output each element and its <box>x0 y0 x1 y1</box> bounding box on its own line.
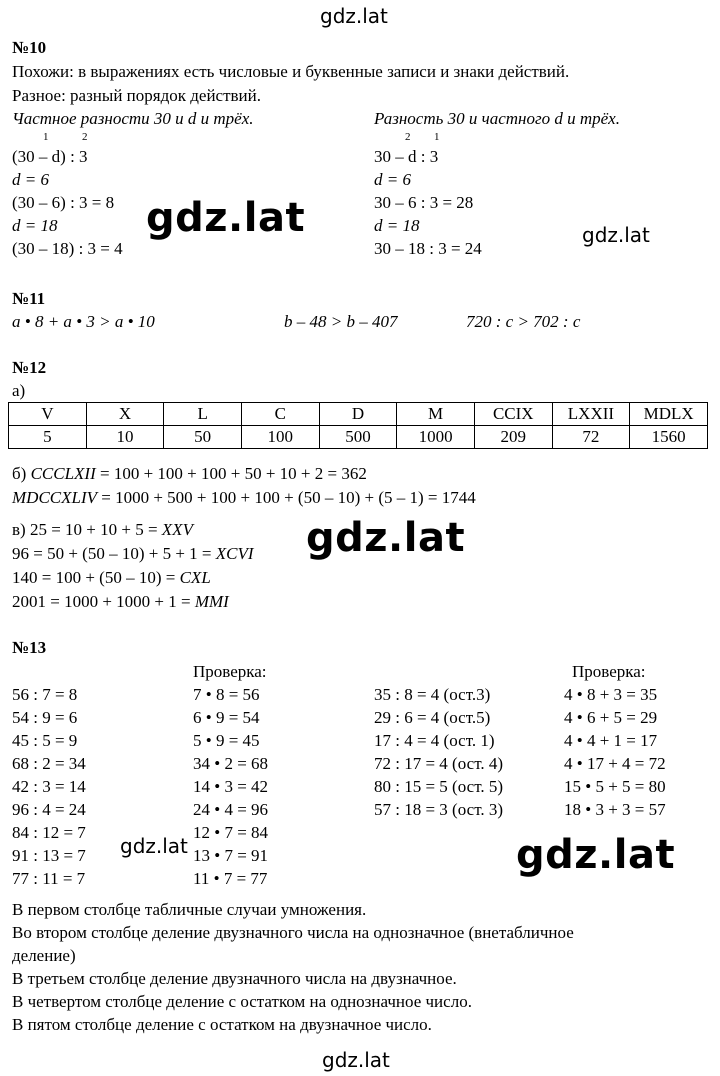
n13-note: В первом столбце табличные случаи умножения. <box>12 900 367 919</box>
n13-col4-row: 15 • 5 + 5 = 80 <box>564 777 666 796</box>
n11-title: №11 <box>12 289 46 308</box>
n13-note: деление) <box>12 946 76 965</box>
table-cell: V <box>9 403 87 426</box>
n13-check-heading-1: Проверка: <box>193 662 267 681</box>
n13-note: Во втором столбце деление двузначного числа на однозначное (внетабличное <box>12 923 574 942</box>
n10-title: №10 <box>12 38 47 57</box>
table-cell: 10 <box>86 426 164 449</box>
n10-line-2: Разное: разный порядок действий. <box>12 86 261 105</box>
n13-col3-row: 17 : 4 = 4 (ост. 1) <box>374 731 495 750</box>
watermark-big-3: gdz.lat <box>516 832 676 878</box>
table-cell: C <box>241 403 319 426</box>
n13-col3-row: 72 : 17 = 4 (ост. 4) <box>374 754 504 773</box>
watermark-small-1: gdz.lat <box>582 223 650 247</box>
n10-left-expr-3: (30 – 6) : 3 = 8 <box>12 193 115 212</box>
n10-left-expr-5: (30 – 18) : 3 = 4 <box>12 239 123 258</box>
n13-col4-row: 4 • 8 + 3 = 35 <box>564 685 658 704</box>
n10-left-expr-1: (30 – d) : 3 <box>12 147 88 166</box>
n12-part-v-line-2 <box>12 544 254 564</box>
n13-col2-row: 6 • 9 = 54 <box>193 708 260 727</box>
table-cell: D <box>319 403 397 426</box>
n13-check-heading-2: Проверка: <box>572 662 646 681</box>
n13-col3-row: 57 : 18 = 3 (ост. 3) <box>374 800 504 819</box>
roman-numeral: CXL <box>179 568 211 587</box>
table-cell: 1560 <box>630 426 708 449</box>
expansion: 140 = 100 + (50 – 10) = <box>12 568 180 587</box>
n13-col1-row: 56 : 7 = 8 <box>12 685 78 704</box>
table-cell: 500 <box>319 426 397 449</box>
n10-right-expr-5: 30 – 18 : 3 = 24 <box>374 239 482 258</box>
n13-col1-row: 96 : 4 = 24 <box>12 800 86 819</box>
n11-inequality-c: 720 : c > 702 : c <box>466 312 581 331</box>
n10-right-expr-2: d = 6 <box>374 170 411 189</box>
roman-numeral: MMI <box>194 592 229 611</box>
n12-part-v-line-4 <box>12 592 229 612</box>
table-cell: 50 <box>164 426 242 449</box>
n13-col1-row: 77 : 11 = 7 <box>12 869 86 888</box>
n10-right-heading: Разность 30 и частного d и трёх. <box>374 109 620 128</box>
n13-note: В пятом столбце деление с остатком на двузначное число. <box>12 1015 432 1034</box>
table-cell: 100 <box>241 426 319 449</box>
table-cell: CCIX <box>474 403 552 426</box>
watermark-big-1: gdz.lat <box>146 195 306 241</box>
table-cell: 5 <box>9 426 87 449</box>
roman-numeral: XXV <box>161 520 193 539</box>
table-row-roman <box>9 403 708 426</box>
expansion: = 1000 + 500 + 100 + 100 + (50 – 10) + (5 – 1) = 1744 <box>97 488 476 507</box>
watermark-big-2: gdz.lat <box>306 515 466 561</box>
n13-col2-row: 24 • 4 = 96 <box>193 800 269 819</box>
n12-part-v-line-3 <box>12 568 211 588</box>
table-cell: 72 <box>552 426 630 449</box>
n13-col3-row: 29 : 6 = 4 (ост.5) <box>374 708 491 727</box>
table-row-arabic <box>9 426 708 449</box>
table-cell: M <box>397 403 475 426</box>
n12-part-b-line-1 <box>12 464 367 484</box>
n13-col2-row: 7 • 8 = 56 <box>193 685 260 704</box>
n10-left-expr-4: d = 18 <box>12 216 58 235</box>
roman-numeral: CCCLXII <box>30 464 96 483</box>
table-cell: MDLX <box>630 403 708 426</box>
n13-col4-row: 18 • 3 + 3 = 57 <box>564 800 666 819</box>
n12-title: №12 <box>12 358 47 377</box>
n13-col2-row: 5 • 9 = 45 <box>193 731 260 750</box>
n13-col1-row: 91 : 13 = 7 <box>12 846 86 865</box>
watermark-bottom: gdz.lat <box>322 1048 390 1072</box>
expansion: 96 = 50 + (50 – 10) + 5 + 1 = <box>12 544 216 563</box>
n10-right-expr-3: 30 – 6 : 3 = 28 <box>374 193 474 212</box>
watermark-small-2: gdz.lat <box>120 834 188 858</box>
n10-left-expr-2: d = 6 <box>12 170 49 189</box>
table-cell: 209 <box>474 426 552 449</box>
table-cell: LXXII <box>552 403 630 426</box>
n13-col2-row: 12 • 7 = 84 <box>193 823 269 842</box>
n13-title: №13 <box>12 638 47 657</box>
roman-numeral: XCVI <box>215 544 254 563</box>
n13-col4-row: 4 • 17 + 4 = 72 <box>564 754 666 773</box>
n10-left-order-1: 1 <box>43 131 49 143</box>
n10-right-order-1: 1 <box>434 131 440 143</box>
n13-col2-row: 13 • 7 = 91 <box>193 846 269 865</box>
n12-part-a-label: а) <box>12 381 26 400</box>
expansion: 2001 = 1000 + 1000 + 1 = <box>12 592 195 611</box>
expansion: = 100 + 100 + 100 + 50 + 10 + 2 = 362 <box>95 464 367 483</box>
n11-inequality-a: a • 8 + a • 3 > a • 10 <box>12 312 155 331</box>
part-label: б) <box>12 464 31 483</box>
n10-right-order-2: 2 <box>405 131 411 143</box>
roman-numeral-table <box>8 402 708 449</box>
n10-right-expr-1: 30 – d : 3 <box>374 147 439 166</box>
n13-col3-row: 35 : 8 = 4 (ост.3) <box>374 685 491 704</box>
roman-numeral: MDCCXLIV <box>12 488 97 507</box>
n12-part-b-line-2 <box>12 488 476 508</box>
n13-col1-row: 54 : 9 = 6 <box>12 708 78 727</box>
watermark-top: gdz.lat <box>320 4 388 28</box>
n13-col2-row: 11 • 7 = 77 <box>193 869 268 888</box>
n13-col1-row: 68 : 2 = 34 <box>12 754 86 773</box>
n10-left-heading: Частное разности 30 и d и трёх. <box>12 109 254 128</box>
n13-col1-row: 84 : 12 = 7 <box>12 823 86 842</box>
n10-right-expr-4: d = 18 <box>374 216 420 235</box>
n11-inequality-b: b – 48 > b – 407 <box>284 312 398 331</box>
n12-part-v-line-1 <box>12 520 193 540</box>
n13-col4-row: 4 • 6 + 5 = 29 <box>564 708 658 727</box>
table-cell: X <box>86 403 164 426</box>
n10-left-order-2: 2 <box>82 131 88 143</box>
n13-col4-row: 4 • 4 + 1 = 17 <box>564 731 658 750</box>
n10-line-1: Похожи: в выражениях есть числовые и буквенные записи и знаки действий. <box>12 62 570 81</box>
n13-note: В третьем столбце деление двузначного числа на двузначное. <box>12 969 457 988</box>
n13-col3-row: 80 : 15 = 5 (ост. 5) <box>374 777 504 796</box>
table-cell: L <box>164 403 242 426</box>
n13-col2-row: 34 • 2 = 68 <box>193 754 269 773</box>
expansion: в) 25 = 10 + 10 + 5 = <box>12 520 162 539</box>
table-cell: 1000 <box>397 426 475 449</box>
n13-col1-row: 45 : 5 = 9 <box>12 731 78 750</box>
n13-note: В четвертом столбце деление с остатком на однозначное число. <box>12 992 472 1011</box>
n13-col1-row: 42 : 3 = 14 <box>12 777 86 796</box>
n13-col2-row: 14 • 3 = 42 <box>193 777 269 796</box>
